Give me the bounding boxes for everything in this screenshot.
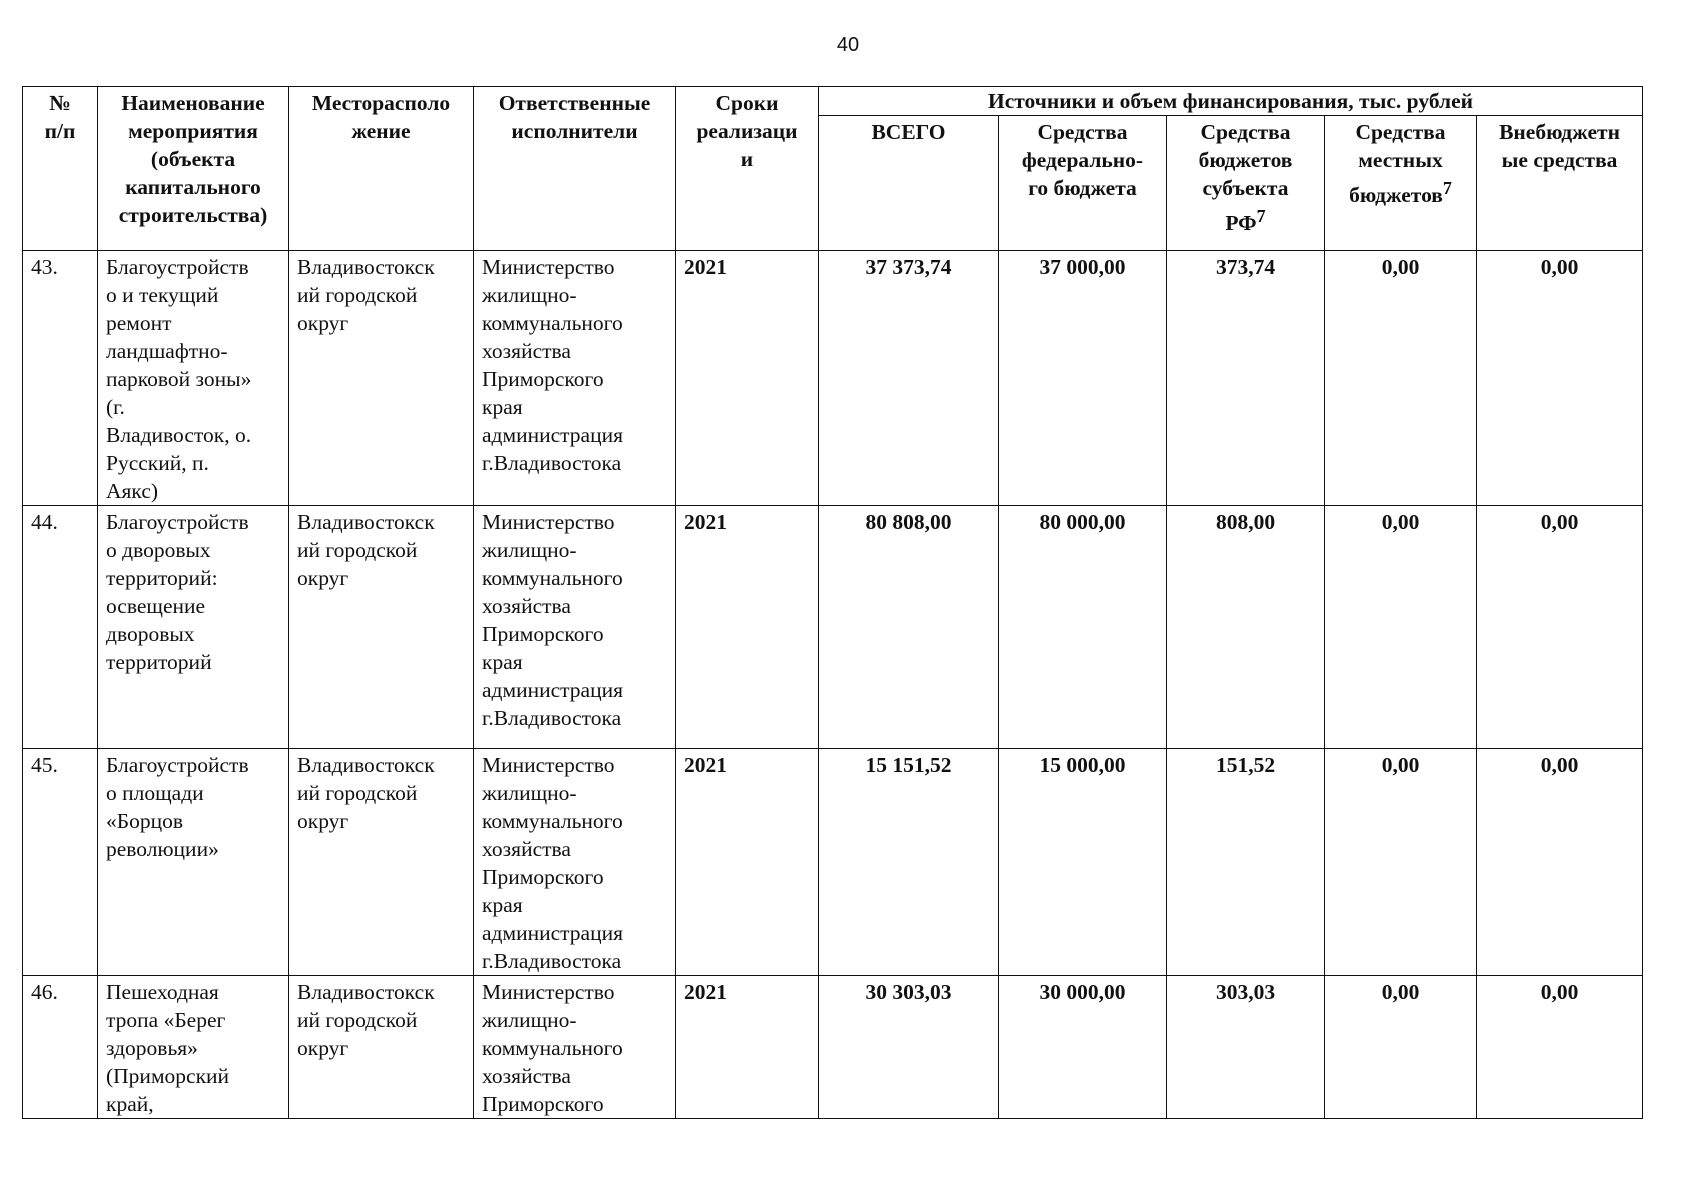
- page-number: 40: [836, 34, 860, 56]
- header-total: ВСЕГО: [819, 116, 999, 251]
- row-name: Благоустройств о площади «Борцов революции»: [98, 749, 289, 976]
- row-num: 44.: [23, 506, 98, 749]
- header-regional: [1167, 116, 1325, 251]
- row-total: 80 808,00: [819, 506, 999, 749]
- row-name: Благоустройств о дворовых территорий: освещение дворовых территорий: [98, 506, 289, 749]
- row-period: 2021: [676, 976, 819, 1119]
- header-num: № п/п: [23, 87, 98, 251]
- header-name: Наименование мероприятия (объекта капитального строительства): [98, 87, 289, 251]
- header-local-label: Средства местных бюджетов: [1349, 120, 1446, 208]
- row-local: 0,00: [1325, 976, 1477, 1119]
- header-location: Месторасполо жение: [289, 87, 474, 251]
- row-regional: 373,74: [1167, 251, 1325, 506]
- header-funding-group: Источники и объем финансирования, тыс. рублей: [819, 87, 1643, 116]
- row-executors: Министерство жилищно- коммунального хозяйства Приморского края администрация г.Владивостока: [474, 251, 676, 506]
- row-extrabudget: 0,00: [1477, 251, 1643, 506]
- row-local: 0,00: [1325, 749, 1477, 976]
- row-name: Пешеходная тропа «Берег здоровья» (Приморский край,: [98, 976, 289, 1119]
- funding-table: [22, 86, 1643, 1119]
- table-row: [23, 506, 1643, 749]
- row-num: 45.: [23, 749, 98, 976]
- row-regional: 151,52: [1167, 749, 1325, 976]
- table-row: [23, 749, 1643, 976]
- header-federal: Средства федерально- го бюджета: [999, 116, 1167, 251]
- row-extrabudget: 0,00: [1477, 976, 1643, 1119]
- header-extrabudget: Внебюджетн ые средства: [1477, 116, 1643, 251]
- row-local: 0,00: [1325, 506, 1477, 749]
- header-executors: Ответственные исполнители: [474, 87, 676, 251]
- header-local: [1325, 116, 1477, 251]
- row-total: 15 151,52: [819, 749, 999, 976]
- row-extrabudget: 0,00: [1477, 749, 1643, 976]
- row-executors: Министерство жилищно- коммунального хозяйства Приморского: [474, 976, 676, 1119]
- row-executors: Министерство жилищно- коммунального хозяйства Приморского края администрация г.Владивостока: [474, 506, 676, 749]
- header-local-footnote: 7: [1442, 178, 1452, 198]
- header-regional-footnote: 7: [1256, 206, 1266, 226]
- header-period: Сроки реализаци и: [676, 87, 819, 251]
- table-row: [23, 976, 1643, 1119]
- row-period: 2021: [676, 251, 819, 506]
- table-row: [23, 251, 1643, 506]
- row-location: Владивостокск ий городской округ: [289, 749, 474, 976]
- row-federal: 15 000,00: [999, 749, 1167, 976]
- row-num: 46.: [23, 976, 98, 1119]
- row-federal: 80 000,00: [999, 506, 1167, 749]
- row-name: Благоустройств о и текущий ремонт ландшафтно- парковой зоны» (г. Владивосток, о. Русский, п. Аякс): [98, 251, 289, 506]
- row-regional: 808,00: [1167, 506, 1325, 749]
- row-extrabudget: 0,00: [1477, 506, 1643, 749]
- row-local: 0,00: [1325, 251, 1477, 506]
- row-location: Владивостокск ий городской округ: [289, 251, 474, 506]
- row-period: 2021: [676, 506, 819, 749]
- row-total: 30 303,03: [819, 976, 999, 1119]
- row-location: Владивостокск ий городской округ: [289, 506, 474, 749]
- header-row: [23, 87, 1643, 116]
- row-regional: 303,03: [1167, 976, 1325, 1119]
- row-federal: 30 000,00: [999, 976, 1167, 1119]
- row-federal: 37 000,00: [999, 251, 1167, 506]
- row-total: 37 373,74: [819, 251, 999, 506]
- row-location: Владивостокск ий городской округ: [289, 976, 474, 1119]
- row-num: 43.: [23, 251, 98, 506]
- row-executors: Министерство жилищно- коммунального хозяйства Приморского края администрация г.Владивостока: [474, 749, 676, 976]
- row-period: 2021: [676, 749, 819, 976]
- header-regional-label: Средства бюджетов субъекта РФ: [1198, 120, 1293, 236]
